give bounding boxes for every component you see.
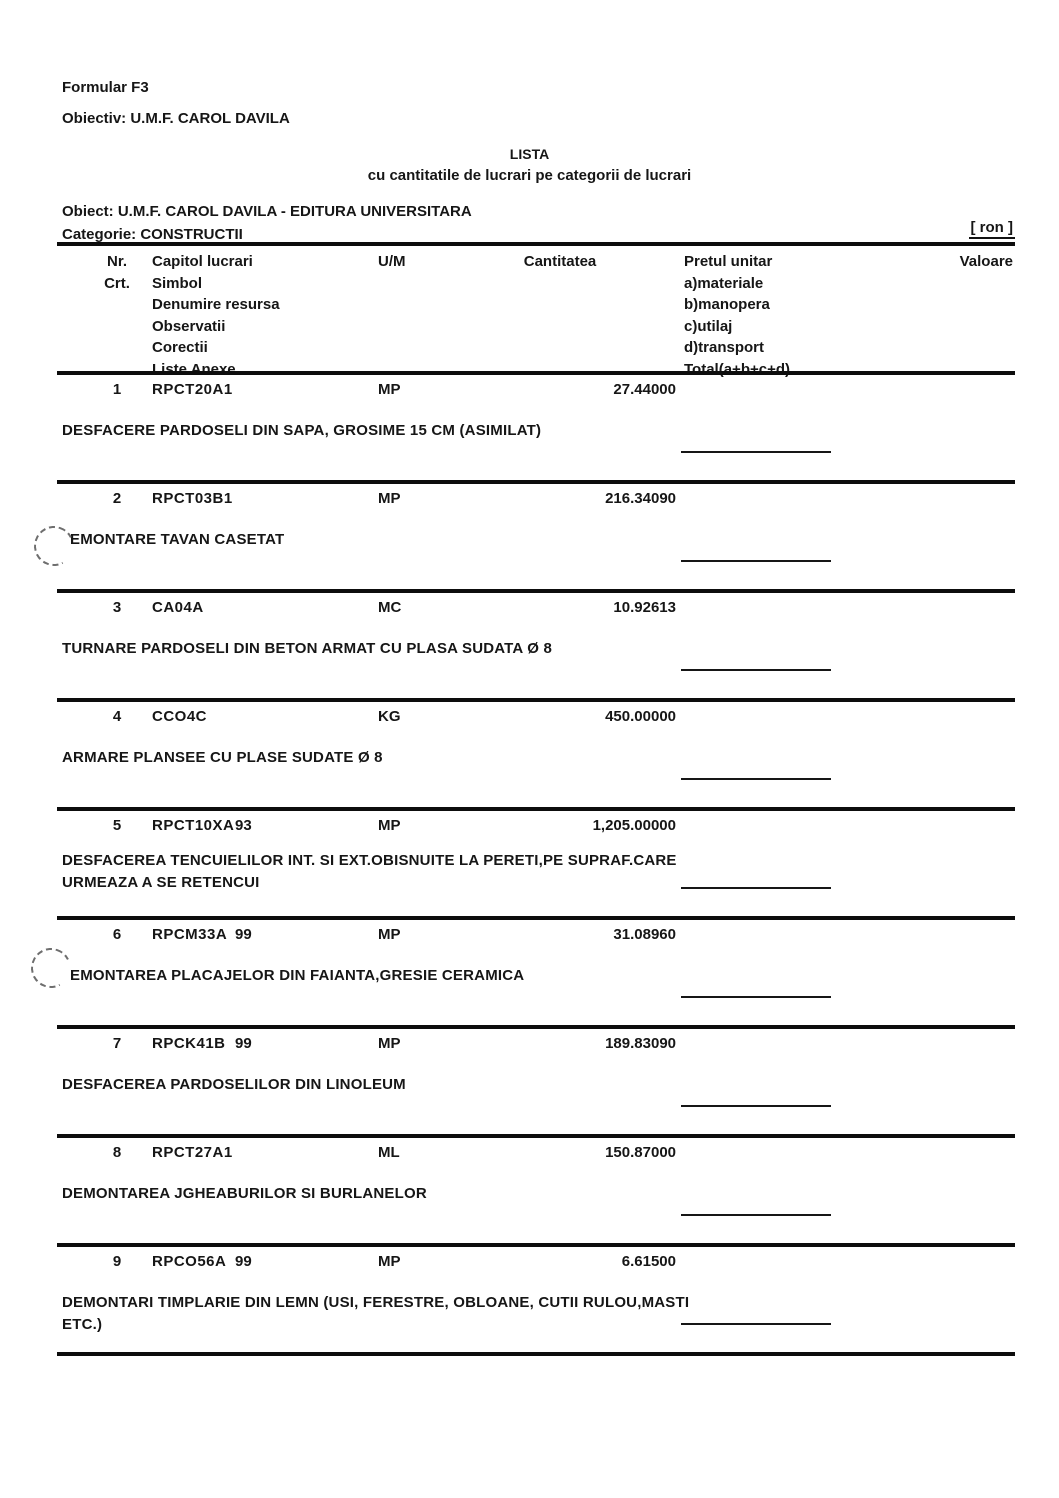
- header-capitol-line: Simbol: [152, 274, 203, 292]
- row-description: EMONTARE TAVAN CASETAT: [70, 531, 285, 548]
- row-description: DEMONTAREA JGHEABURILOR SI BURLANELOR: [62, 1185, 427, 1202]
- header-pret-line: Pretul unitar: [684, 253, 773, 270]
- objective-label: Obiectiv: U.M.F. CAROL DAVILA: [62, 110, 290, 127]
- row-quantity: 31.08960: [613, 926, 676, 943]
- row-quantity: 10.92613: [613, 599, 676, 616]
- row-number: 5: [112, 817, 122, 834]
- table-row: [57, 371, 1015, 480]
- header-capitol-line: Capitol lucrari: [152, 253, 253, 270]
- form-number-label: Formular F3: [62, 79, 149, 96]
- header-pret-line: Total(a+b+c+d): [684, 360, 790, 378]
- row-quantity: 150.87000: [605, 1144, 676, 1161]
- row-um: MP: [378, 926, 401, 943]
- table-row: [57, 1134, 1015, 1243]
- table-header: [57, 246, 1015, 378]
- row-um: ML: [378, 1144, 400, 1161]
- price-fill-line: [681, 1105, 831, 1107]
- table-rows: [57, 371, 1015, 1356]
- price-fill-line: [681, 669, 831, 671]
- object-label: Obiect: U.M.F. CAROL DAVILA - EDITURA UNIVERSITARA: [62, 203, 472, 220]
- price-fill-line: [681, 1214, 831, 1216]
- row-number: 9: [112, 1253, 122, 1270]
- row-code: RPCO56A: [152, 1253, 227, 1270]
- row-description: DEMONTARI TIMPLARIE DIN LEMN (USI, FERESTRE, OBLOANE, CUTII RULOU,MASTI ETC.): [62, 1294, 690, 1333]
- row-um: MP: [378, 817, 401, 834]
- table-row: [57, 1243, 1015, 1352]
- row-description: TURNARE PARDOSELI DIN BETON ARMAT CU PLASA SUDATA Ø 8: [62, 640, 553, 657]
- row-code-suffix: 93: [235, 817, 252, 834]
- row-description: EMONTAREA PLACAJELOR DIN FAIANTA,GRESIE CERAMICA: [70, 967, 525, 984]
- row-um: MP: [378, 381, 401, 398]
- table-row: [57, 807, 1015, 916]
- price-fill-line: [681, 1323, 831, 1325]
- price-fill-line: [681, 887, 831, 889]
- header-capitol-line: Liste Anexe: [152, 360, 236, 378]
- category-label: Categorie: CONSTRUCTII: [62, 226, 243, 243]
- currency-note: [ ron ]: [969, 219, 1016, 239]
- row-code: RPCM33A: [152, 926, 228, 943]
- row-number: 8: [112, 1144, 122, 1161]
- price-fill-line: [681, 451, 831, 453]
- header-cantitatea: Cantitatea: [523, 253, 597, 270]
- header-pret-line: b)manopera: [684, 296, 770, 313]
- row-code: RPCK41B: [152, 1035, 226, 1052]
- row-description: DESFACERE PARDOSELI DIN SAPA, GROSIME 15 CM (ASIMILAT): [62, 422, 542, 439]
- row-quantity: 189.83090: [605, 1035, 676, 1052]
- row-description: ARMARE PLANSEE CU PLASE SUDATE Ø 8: [62, 749, 383, 766]
- row-number: 3: [112, 599, 122, 616]
- hole-punch-icon: [26, 943, 76, 993]
- row-code-suffix: 99: [235, 926, 252, 943]
- row-um: MP: [378, 1253, 401, 1270]
- row-quantity: 216.34090: [605, 490, 676, 507]
- header-pret-unitar: [684, 251, 790, 380]
- row-quantity: 6.61500: [621, 1253, 676, 1270]
- row-code: RPCT03B1: [152, 490, 233, 507]
- row-um: KG: [378, 708, 401, 725]
- header-nr-line1: Nr.: [106, 253, 127, 270]
- row-description: DESFACEREA PARDOSELILOR DIN LINOLEUM: [62, 1076, 406, 1093]
- header-capitol: [152, 251, 280, 380]
- header-capitol-line: Observatii: [152, 317, 226, 335]
- header-capitol-line: Denumire resursa: [152, 296, 280, 313]
- header-pret-line: a)materiale: [684, 274, 764, 292]
- header-nr-line2: Crt.: [104, 274, 130, 292]
- header-pret-line: c)utilaj: [684, 317, 733, 335]
- row-quantity: 1,205.00000: [592, 817, 676, 834]
- row-quantity: 27.44000: [613, 381, 676, 398]
- row-code: CA04A: [152, 599, 204, 616]
- header-valoare: Valoare: [959, 253, 1013, 270]
- row-code-suffix: 99: [235, 1253, 252, 1270]
- row-number: 7: [112, 1035, 122, 1052]
- table-row: [57, 916, 1015, 1025]
- table-row: [57, 1025, 1015, 1134]
- price-fill-line: [681, 560, 831, 562]
- row-code: CCO4C: [152, 708, 208, 725]
- header-capitol-line: Corectii: [152, 339, 208, 356]
- row-number: 1: [112, 381, 122, 398]
- header-um: U/M: [378, 253, 406, 270]
- row-number: 6: [112, 926, 122, 943]
- row-um: MC: [378, 599, 402, 616]
- works-table: [57, 242, 1015, 1356]
- document-subtitle: cu cantitatile de lucrari pe categorii de lucrari: [367, 167, 692, 184]
- document-title: LISTA: [509, 146, 550, 162]
- header-pret-line: d)transport: [684, 339, 764, 356]
- row-number: 4: [112, 708, 122, 725]
- price-fill-line: [681, 778, 831, 780]
- row-um: MP: [378, 1035, 401, 1052]
- row-code: RPCT27A1: [152, 1144, 233, 1161]
- table-row: [57, 698, 1015, 807]
- row-description: DESFACEREA TENCUIELILOR INT. SI EXT.OBISNUITE LA PERETI,PE SUPRAF.CARE URMEAZA A SE RETENCUI: [62, 852, 677, 891]
- price-fill-line: [681, 996, 831, 998]
- row-number: 2: [112, 490, 122, 507]
- row-code: RPCT20A1: [152, 381, 233, 398]
- table-row: [57, 589, 1015, 698]
- row-quantity: 450.00000: [605, 708, 676, 725]
- row-code: RPCT10XA: [152, 817, 235, 834]
- row-um: MP: [378, 490, 401, 507]
- header-nr-crt: [97, 251, 137, 294]
- row-code-suffix: 99: [235, 1035, 252, 1052]
- table-row: [57, 480, 1015, 589]
